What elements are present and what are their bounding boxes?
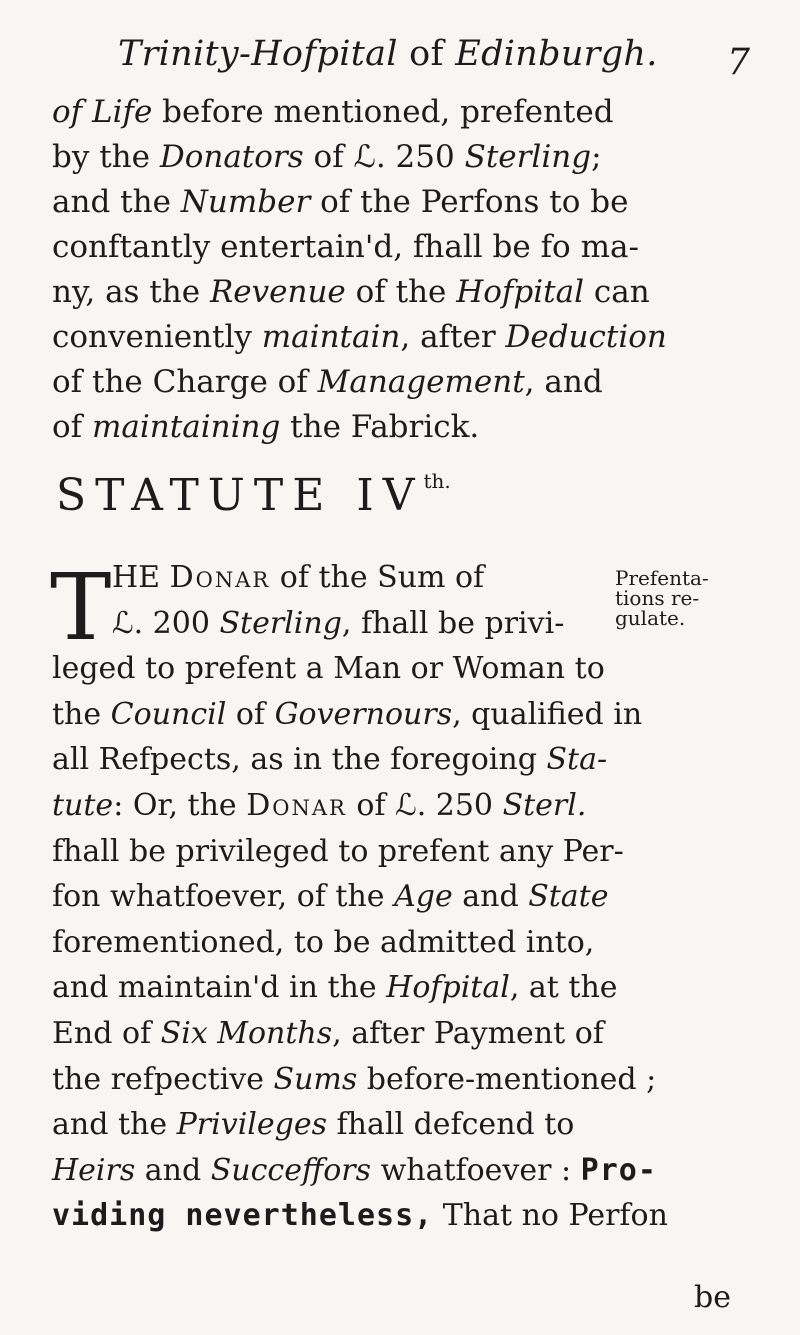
p1-text: of the [345,274,457,310]
p1-text: of [52,409,92,445]
p1-text: of the Charge of [52,364,318,400]
p2-text: HE [112,560,170,595]
p1-text: , and [524,364,603,400]
p2-text: Succeffors [210,1152,372,1188]
p2-text: forementioned, to be admitted into, [52,924,595,960]
p2-text: of the Sum of [270,560,485,595]
p2-text: and maintain'd in the [52,970,387,1006]
p2-text: That no Perfon [433,1198,668,1234]
p2-text: Pro- [580,1152,657,1188]
p2-text: Sums [273,1061,358,1097]
paragraph-one [52,90,732,450]
running-title [118,34,658,74]
p1-text: , after [400,319,506,355]
p1-text: and the [52,184,181,220]
p2-text: of [226,696,275,732]
p2-text: , qualified in [452,696,643,732]
p2-line-13 [52,1102,752,1148]
p2-text: Sta- [546,742,608,778]
statute-heading [56,470,451,521]
p1-text: Number [180,184,311,220]
p1-line-7 [52,360,732,405]
p2-text: , fhall be privi- [341,605,565,641]
title-part2: of [397,34,456,74]
p1-text: Revenue [209,274,346,310]
p1-line-3 [52,180,732,225]
p2-text: leged to prefent a Man or Woman to [52,651,605,687]
p2-text: Heirs [52,1152,136,1188]
p2-text: : Or, the [113,787,247,823]
margin-note-line: tions re- [615,586,700,610]
p2-text: fhall be privileged to prefent any Per- [52,833,624,869]
p2-text: of ℒ. 250 [346,787,503,823]
p2-text: Council [110,696,227,732]
p1-text: Management [317,364,525,400]
p2-text: before-mentioned ; [357,1061,657,1097]
p1-line-2 [52,135,732,180]
p2-line-5 [52,737,752,783]
p2-line-9 [52,920,752,966]
p2-text: , after Payment of [332,1015,604,1051]
p2-text: , at the [509,970,618,1006]
p1-line-8 [52,405,732,450]
p1-text: conftantly entertain'd, fhall be fo ma- [52,229,639,265]
p1-text: Donators [159,139,304,175]
p1-line-4 [52,225,732,270]
statute-heading-sup: th. [423,469,451,494]
p2-text: and the [52,1107,177,1143]
p2-text: ℒ. 200 [112,605,220,641]
drop-cap: T [50,554,112,661]
title-part1: Trinity-Hofpital [118,34,398,74]
p2-text: Donar [246,787,347,823]
p2-line-10 [52,965,752,1011]
p2-text: Sterling [219,605,342,641]
p2-text: Governours [274,696,453,732]
p1-text: ; [591,139,602,175]
p2-text: and [452,879,529,915]
p2-text: Age [394,879,453,915]
p2-line-6 [52,783,752,829]
p1-text: Deduction [505,319,667,355]
catchword: be [694,1280,731,1315]
p1-line-5 [52,270,732,315]
p1-text: by the [52,139,160,175]
p2-text: Privileges [176,1107,327,1143]
p1-line-6 [52,315,732,360]
p2-line-8 [52,874,752,920]
p2-line-14 [52,1148,752,1194]
p1-text: maintain [261,319,401,355]
p2-text: Hofpital [386,970,510,1006]
running-header [90,30,750,90]
page-number: 7 [727,42,750,83]
p2-text: and [135,1152,211,1188]
p1-line-1 [52,90,732,135]
p2-text: tute [52,787,114,823]
p2-text: State [528,879,609,915]
p1-text: the Fabrick. [280,409,480,445]
p2-line-7 [52,829,752,875]
p2-text: fhall defcend to [327,1107,575,1143]
p2-text: fon whatfoever, of the [52,879,395,915]
p1-text: of the Perfons to be [310,184,629,220]
p2-line-11 [52,1011,752,1057]
paragraph-two [52,555,752,1239]
p2-text: End of [52,1015,161,1051]
p2-text: the [52,696,111,732]
p1-text: conveniently [52,319,262,355]
p2-text: all Refpects, as in the foregoing [52,742,547,778]
p1-text: Hofpital [456,274,585,310]
p1-text: maintaining [92,409,281,445]
margin-note-line: Prefenta- [615,566,709,590]
p1-text: Sterling [464,139,592,175]
margin-note-line: gulate. [615,606,686,630]
p1-text: can [584,274,650,310]
p2-line-4 [52,692,752,738]
p2-text: whatfoever : [371,1152,581,1188]
margin-note [615,568,795,628]
p2-text: viding nevertheless, [52,1198,434,1234]
title-part3: Edinburgh. [455,34,658,74]
statute-heading-text: STATUTE IV [56,470,424,521]
p2-text: the refpective [52,1061,274,1097]
p1-text: before mentioned, prefented [152,94,614,130]
p2-text: Donar [169,560,271,595]
p1-text: of ℒ. 250 [303,139,465,175]
p1-text: of Life [52,94,153,130]
p2-line-3 [52,646,752,692]
p2-text: Six Months [160,1015,333,1051]
p1-text: ny, as the [52,274,210,310]
p2-text: Sterl. [502,787,587,823]
p2-line-15 [52,1193,752,1239]
p2-line-12 [52,1057,752,1103]
